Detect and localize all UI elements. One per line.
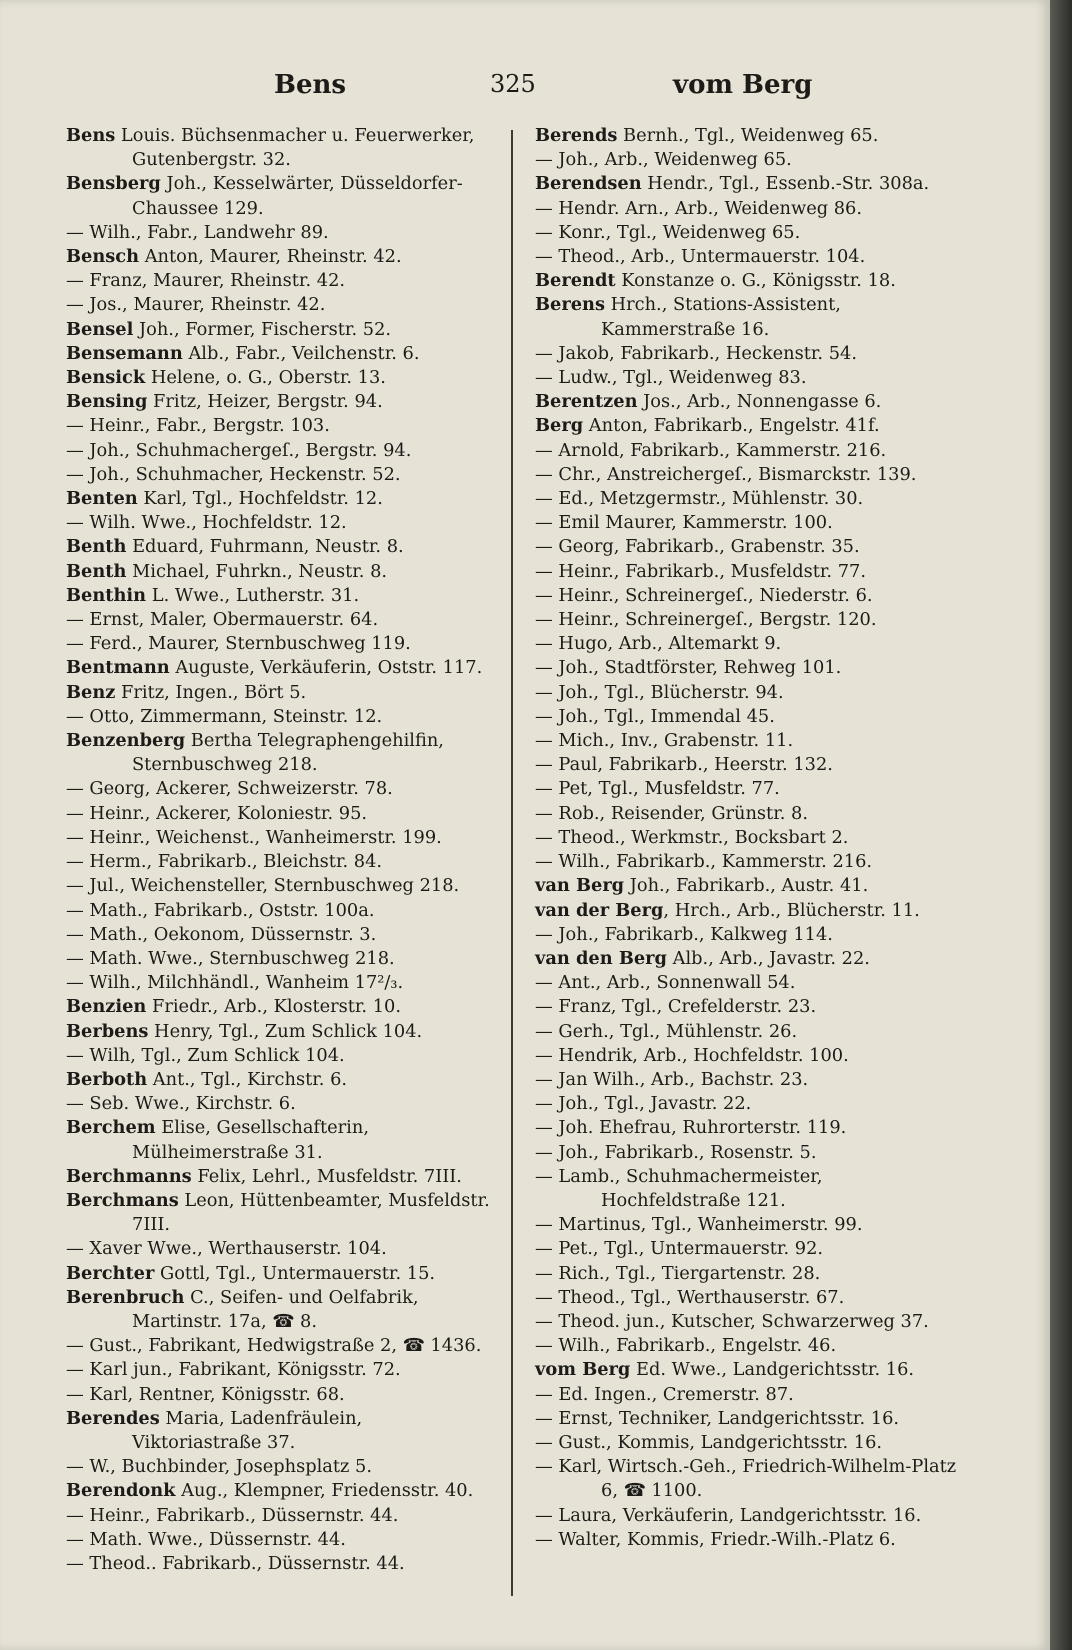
entry-details: — Hendrik, Arb., Hochfeldstr. 100. [535,1044,849,1066]
entry-surname: Benten [66,488,138,510]
entry-details: Aug., Klempner, Friedensstr. 40. [175,1480,474,1502]
directory-entry [66,947,496,971]
directory-entry [535,777,965,801]
directory-entry [535,971,965,995]
directory-entry [535,390,965,414]
directory-entry [535,826,965,850]
entry-surname: van den Berg [535,947,667,969]
entry-details: Bertha Telegraphengehilfin, Sternbuschweg 218. [132,730,444,776]
entry-surname: vom Berg [535,1359,631,1381]
entry-details: — Wilh. Wwe., Hochfeldstr. 12. [66,512,347,534]
entry-details: — Otto, Zimmermann, Steinstr. 12. [66,705,383,727]
entry-surname: Berchem [66,1117,156,1139]
entry-surname: Bensch [66,246,140,268]
entry-details: Joh., Kesselwärter, Düsseldorfer-Chaussee 129. [132,173,463,219]
entry-details: Ed. Wwe., Landgerichtsstr. 16. [630,1359,915,1381]
directory-entry [535,1116,965,1140]
directory-entry [66,245,496,269]
entry-surname: Benthin [66,584,147,606]
directory-entry [66,1479,496,1503]
entry-details: — Pet., Tgl., Untermauerstr. 92. [535,1238,824,1260]
entry-details: — Wilh., Milchhändl., Wanheim 17²/₃. [66,972,404,994]
directory-entry [66,1552,496,1576]
entry-details: — Theod., Werkmstr., Bocksbart 2. [535,826,849,848]
directory-entry [535,1068,965,1092]
directory-entry [535,874,965,898]
entry-details: — Heinr., Fabrikarb., Düssernstr. 44. [66,1504,399,1526]
directory-entry [66,584,496,608]
directory-entry [535,487,965,511]
entry-details: — Laura, Verkäuferin, Landgerichtsstr. 16. [535,1504,922,1526]
directory-entry [66,1528,496,1552]
entry-surname: Benzenberg [66,730,186,752]
directory-entry [535,511,965,535]
directory-entry [66,899,496,923]
entry-details: — Xaver Wwe., Werthauserstr. 104. [66,1238,387,1260]
entry-details: Joh., Former, Fischerstr. 52. [133,318,392,340]
entry-details: Hrch., Stations-Assistent, Kammerstraße 16. [601,294,841,340]
directory-entry [66,487,496,511]
directory-entry [535,172,965,196]
directory-entry [66,705,496,729]
directory-entry [535,681,965,705]
entry-details: — Herm., Fabrikarb., Bleichstr. 84. [66,851,383,873]
directory-entry [535,269,965,293]
directory-entry [535,197,965,221]
directory-entry [535,656,965,680]
directory-entry [535,947,965,971]
directory-entry [66,971,496,995]
entry-surname: Berbens [66,1020,149,1042]
entry-details: — Gerh., Tgl., Mühlenstr. 26. [535,1020,798,1042]
directory-entry [535,342,965,366]
entry-details: — Jakob, Fabrikarb., Heckenstr. 54. [535,342,857,364]
directory-entry [535,1407,965,1431]
entry-details: C., Seifen- und Oelfabrik, Martinstr. 17a, ☎ 8. [132,1286,419,1332]
directory-entry [66,1237,496,1261]
entry-details: — Martinus, Tgl., Wanheimerstr. 99. [535,1214,863,1236]
entry-details: Anton, Fabrikarb., Engelstr. 41f. [583,415,880,437]
entry-details: — Joh., Schuhmachergeſ., Bergstr. 94. [66,439,412,461]
directory-entry [535,729,965,753]
directory-entry [535,293,965,341]
entry-details: — Jan Wilh., Arb., Bachstr. 23. [535,1068,809,1090]
directory-entry [66,1189,496,1237]
entry-details: Helene, o. G., Oberstr. 13. [145,367,386,389]
entry-details: Karl, Tgl., Hochfeldstr. 12. [137,488,383,510]
entry-details: Auguste, Verkäuferin, Oststr. 117. [169,657,483,679]
directory-entry [66,632,496,656]
entry-details: — Ferd., Maurer, Sternbuschweg 119. [66,633,411,655]
entry-details: — Ernst, Maler, Obermauerstr. 64. [66,609,379,631]
directory-entry [535,1213,965,1237]
directory-entry [66,1116,496,1164]
directory-entry [66,681,496,705]
directory-entry [66,293,496,317]
entry-details: — Mich., Inv., Grabenstr. 11. [535,730,794,752]
entry-details: — Theod., Arb., Untermauerstr. 104. [535,246,866,268]
directory-entry [535,1141,965,1165]
page-edge [1050,0,1072,1650]
entry-details: Joh., Fabrikarb., Austr. 41. [624,875,869,897]
entry-details: Felix, Lehrl., Musfeldstr. 7III. [191,1165,462,1187]
entry-details: Fritz, Ingen., Bört 5. [115,681,307,703]
directory-entry [535,1165,965,1213]
entry-details: — Karl, Rentner, Königsstr. 68. [66,1383,345,1405]
entry-details: — Ernst, Techniker, Landgerichtsstr. 16. [535,1407,900,1429]
directory-entry [66,221,496,245]
entry-details: — Theod. jun., Kutscher, Schwarzerweg 37. [535,1310,929,1332]
entry-details: — Franz, Tgl., Crefelderstr. 23. [535,996,817,1018]
entry-details: Ant., Tgl., Kirchstr. 6. [147,1068,348,1090]
entry-details: — Math., Oekonom, Düssernstr. 3. [66,923,377,945]
entry-details: — Theod., Tgl., Werthauserstr. 67. [535,1286,845,1308]
entry-details: Louis. Büchsenmacher u. Feuerwerker, Gutenbergstr. 32. [115,125,475,171]
column-divider [511,130,513,1596]
directory-entry [535,1455,965,1503]
directory-entry [535,463,965,487]
directory-entry [66,1020,496,1044]
entry-surname: Berboth [66,1068,148,1090]
directory-entry [66,1334,496,1358]
directory-entry [535,608,965,632]
directory-entry [535,1504,965,1528]
entry-details: — Rich., Tgl., Tiergartenstr. 28. [535,1262,821,1284]
entry-surname: Bensick [66,367,146,389]
directory-entry [535,802,965,826]
directory-entry [66,1286,496,1334]
entry-details: — Ant., Arb., Sonnenwall 54. [535,972,796,994]
entry-details: L. Wwe., Lutherstr. 31. [146,584,360,606]
directory-entry [535,1431,965,1455]
directory-entry [66,1092,496,1116]
entry-details: — Wilh., Fabr., Landwehr 89. [66,221,329,243]
entry-surname: Bensel [66,318,134,340]
directory-entry [66,342,496,366]
directory-entry [535,753,965,777]
entry-details: Elise, Gesellschafterin, Mülheimerstraße 31. [132,1117,369,1163]
directory-entry [66,269,496,293]
entry-details: Maria, Ladenfräulein, Viktoriastraße 37. [132,1407,363,1453]
directory-entry [66,729,496,777]
right-column [535,124,965,1552]
entry-surname: Bentmann [66,657,170,679]
entry-details: — Ludw., Tgl., Weidenweg 83. [535,367,807,389]
directory-entry [66,390,496,414]
entry-details: — Pet, Tgl., Musfeldstr. 77. [535,778,780,800]
entry-details: — Karl, Wirtsch.-Geh., Friedrich-Wilhelm-Platz 6, ☎ 1100. [535,1456,957,1502]
entry-details: Eduard, Fuhrmann, Neustr. 8. [126,536,404,558]
directory-entry [66,656,496,680]
entry-details: Gottl, Tgl., Untermauerstr. 15. [154,1262,436,1284]
directory-entry [535,148,965,172]
entry-details: Alb., Arb., Javastr. 22. [666,947,870,969]
entry-details: — Emil Maurer, Kammerstr. 100. [535,512,833,534]
directory-entry [535,850,965,874]
entry-details: — Chr., Anstreichergeſ., Bismarckstr. 139. [535,463,917,485]
entry-details: — Heinr., Ackerer, Koloniestr. 95. [66,802,368,824]
directory-entry [535,124,965,148]
entry-details: — Lamb., Schuhmachermeister, Hochfeldstraße 121. [535,1165,823,1211]
entry-details: Anton, Maurer, Rheinstr. 42. [139,246,402,268]
header-left-catchword: Bens [274,70,347,100]
entry-details: — Theod.. Fabrikarb., Düssernstr. 44. [66,1552,405,1574]
directory-entry [66,802,496,826]
entry-details: — Hendr. Arn., Arb., Weidenweg 86. [535,197,863,219]
page-header [60,70,1000,110]
entry-surname: Bensberg [66,173,161,195]
directory-entry [535,1237,965,1261]
entry-details: — Arnold, Fabrikarb., Kammerstr. 216. [535,439,887,461]
entry-details: — Math., Fabrikarb., Oststr. 100a. [66,899,375,921]
entry-details: — Gust., Kommis, Landgerichtsstr. 16. [535,1431,883,1453]
entry-details: Bernh., Tgl., Weidenweg 65. [617,125,879,146]
entry-details: — Rob., Reisender, Grünstr. 8. [535,802,809,824]
directory-entry [535,632,965,656]
entry-surname: Berchmanns [66,1165,192,1187]
entry-details: — Wilh., Fabrikarb., Engelstr. 46. [535,1335,837,1357]
directory-entry [66,535,496,559]
entry-surname: Berentzen [535,391,638,413]
entry-details: — Seb. Wwe., Kirchstr. 6. [66,1093,296,1115]
entry-details: — Hugo, Arb., Altemarkt 9. [535,633,782,655]
entry-details: — Heinr., Fabrikarb., Musfeldstr. 77. [535,560,866,582]
entry-details: — Joh., Stadtförster, Rehweg 101. [535,657,842,679]
directory-entry [66,318,496,342]
directory-entry [66,1455,496,1479]
page-number: 325 [490,70,536,98]
entry-details: — Heinr., Fabr., Bergstr. 103. [66,415,330,437]
directory-entry [535,1383,965,1407]
directory-entry [535,923,965,947]
directory-entry [535,439,965,463]
directory-entry [535,1358,965,1382]
directory-entry [66,1383,496,1407]
entry-details: — Paul, Fabrikarb., Heerstr. 132. [535,754,833,776]
entry-surname: Berendt [535,270,616,292]
entry-details: — Jos., Maurer, Rheinstr. 42. [66,294,326,316]
entry-details: — Karl jun., Fabrikant, Königsstr. 72. [66,1359,401,1381]
directory-entry [66,923,496,947]
entry-surname: Benzien [66,996,147,1018]
directory-entry [66,608,496,632]
entry-surname: Bensemann [66,342,183,364]
entry-details: — Joh., Tgl., Javastr. 22. [535,1093,752,1115]
entry-details: Leon, Hüttenbeamter, Musfeldstr. 7III. [132,1189,490,1236]
directory-entry [66,463,496,487]
directory-entry [535,535,965,559]
entry-surname: van Berg [535,875,625,897]
entry-details: — Joh., Tgl., Blücherstr. 94. [535,681,784,703]
directory-entry [535,1044,965,1068]
entry-details: — Ed. Ingen., Cremerstr. 87. [535,1383,794,1405]
directory-entry [66,1068,496,1092]
entry-details: — Math. Wwe., Sternbuschweg 218. [66,947,395,969]
directory-entry [535,584,965,608]
directory-entry [66,1165,496,1189]
entry-details: — Heinr., Schreinergeſ., Bergstr. 120. [535,609,877,631]
directory-entry [535,1020,965,1044]
entry-details: — Wilh, Tgl., Zum Schlick 104. [66,1044,345,1066]
entry-details: — Joh. Ehefrau, Ruhrorterstr. 119. [535,1117,847,1139]
entry-details: — Joh., Fabrikarb., Kalkweg 114. [535,923,833,945]
entry-surname: Bensing [66,391,148,413]
entry-details: Henry, Tgl., Zum Schlick 104. [148,1020,423,1042]
directory-entry [66,1262,496,1286]
entry-details: Hendr., Tgl., Essenb.-Str. 308a. [641,173,930,195]
entry-details: — W., Buchbinder, Josephsplatz 5. [66,1456,373,1478]
directory-entry [535,899,965,923]
directory-entry [66,826,496,850]
entry-details: Fritz, Heizer, Bergstr. 94. [147,391,383,413]
directory-entry [66,172,496,220]
entry-details: — Math. Wwe., Düssernstr. 44. [66,1528,346,1550]
directory-entry [535,560,965,584]
entry-details: — Konr., Tgl., Weidenweg 65. [535,221,801,243]
directory-entry [66,560,496,584]
directory-entry [66,439,496,463]
entry-surname: Berendes [66,1407,160,1429]
entry-details: Michael, Fuhrkn., Neustr. 8. [126,560,388,582]
entry-surname: van der Berg [535,899,664,921]
directory-entry [66,850,496,874]
entry-details: — Jul., Weichensteller, Sternbuschweg 218. [66,875,460,897]
entry-details: — Gust., Fabrikant, Hedwigstraße 2, ☎ 1436. [66,1335,482,1357]
directory-entry [535,1092,965,1116]
entry-surname: Berendsen [535,173,642,195]
entry-details: — Ed., Metzgermstr., Mühlenstr. 30. [535,488,864,510]
left-column [66,124,496,1576]
entry-details: — Wilh., Fabrikarb., Kammerstr. 216. [535,851,873,873]
directory-entry [535,995,965,1019]
entry-details: — Franz, Maurer, Rheinstr. 42. [66,270,346,292]
directory-entry [535,221,965,245]
directory-entry [66,1407,496,1455]
entry-details: Jos., Arb., Nonnengasse 6. [637,391,882,413]
directory-entry [66,511,496,535]
entry-details: — Georg, Ackerer, Schweizerstr. 78. [66,778,393,800]
directory-entry [66,1044,496,1068]
directory-entry [535,1262,965,1286]
directory-entry [66,414,496,438]
header-right-catchword: vom Berg [673,70,813,100]
entry-details: Alb., Fabr., Veilchenstr. 6. [182,342,420,364]
directory-entry [66,124,496,172]
entry-details: — Joh., Arb., Weidenweg 65. [535,149,792,171]
entry-surname: Benth [66,560,127,582]
entry-surname: Benth [66,536,127,558]
entry-details: — Joh., Schuhmacher, Heckenstr. 52. [66,463,401,485]
entry-details: — Walter, Kommis, Friedr.-Wilh.-Platz 6. [535,1528,896,1550]
entry-surname: Berens [535,294,605,316]
entry-surname: Berchmans [66,1189,179,1211]
directory-entry [535,414,965,438]
entry-surname: Berchter [66,1262,155,1284]
entry-surname: Berends [535,125,618,146]
entry-details: — Joh., Fabrikarb., Rosenstr. 5. [535,1141,817,1163]
directory-entry [535,1334,965,1358]
entry-details: Friedr., Arb., Klosterstr. 10. [146,996,402,1018]
directory-entry [535,1286,965,1310]
entry-surname: Berenbruch [66,1286,185,1308]
entry-surname: Berendonk [66,1480,176,1502]
directory-entry [66,366,496,390]
directory-entry [66,1358,496,1382]
entry-details: — Georg, Fabrikarb., Grabenstr. 35. [535,536,860,558]
entry-details: — Heinr., Schreinergeſ., Niederstr. 6. [535,584,873,606]
directory-entry [535,245,965,269]
directory-entry [535,1528,965,1552]
directory-entry [66,1504,496,1528]
directory-entry [66,874,496,898]
directory-entry [66,995,496,1019]
entry-surname: Berg [535,415,584,437]
entry-surname: Bens [66,125,116,146]
directory-entry [66,777,496,801]
entry-details: — Heinr., Weichenst., Wanheimerstr. 199. [66,826,442,848]
directory-entry [535,366,965,390]
directory-entry [535,1310,965,1334]
directory-entry [535,705,965,729]
entry-details: — Joh., Tgl., Immendal 45. [535,705,775,727]
entry-details: Konstanze o. G., Königsstr. 18. [615,270,896,292]
entry-details: , Hrch., Arb., Blücherstr. 11. [663,899,920,921]
entry-surname: Benz [66,681,116,703]
